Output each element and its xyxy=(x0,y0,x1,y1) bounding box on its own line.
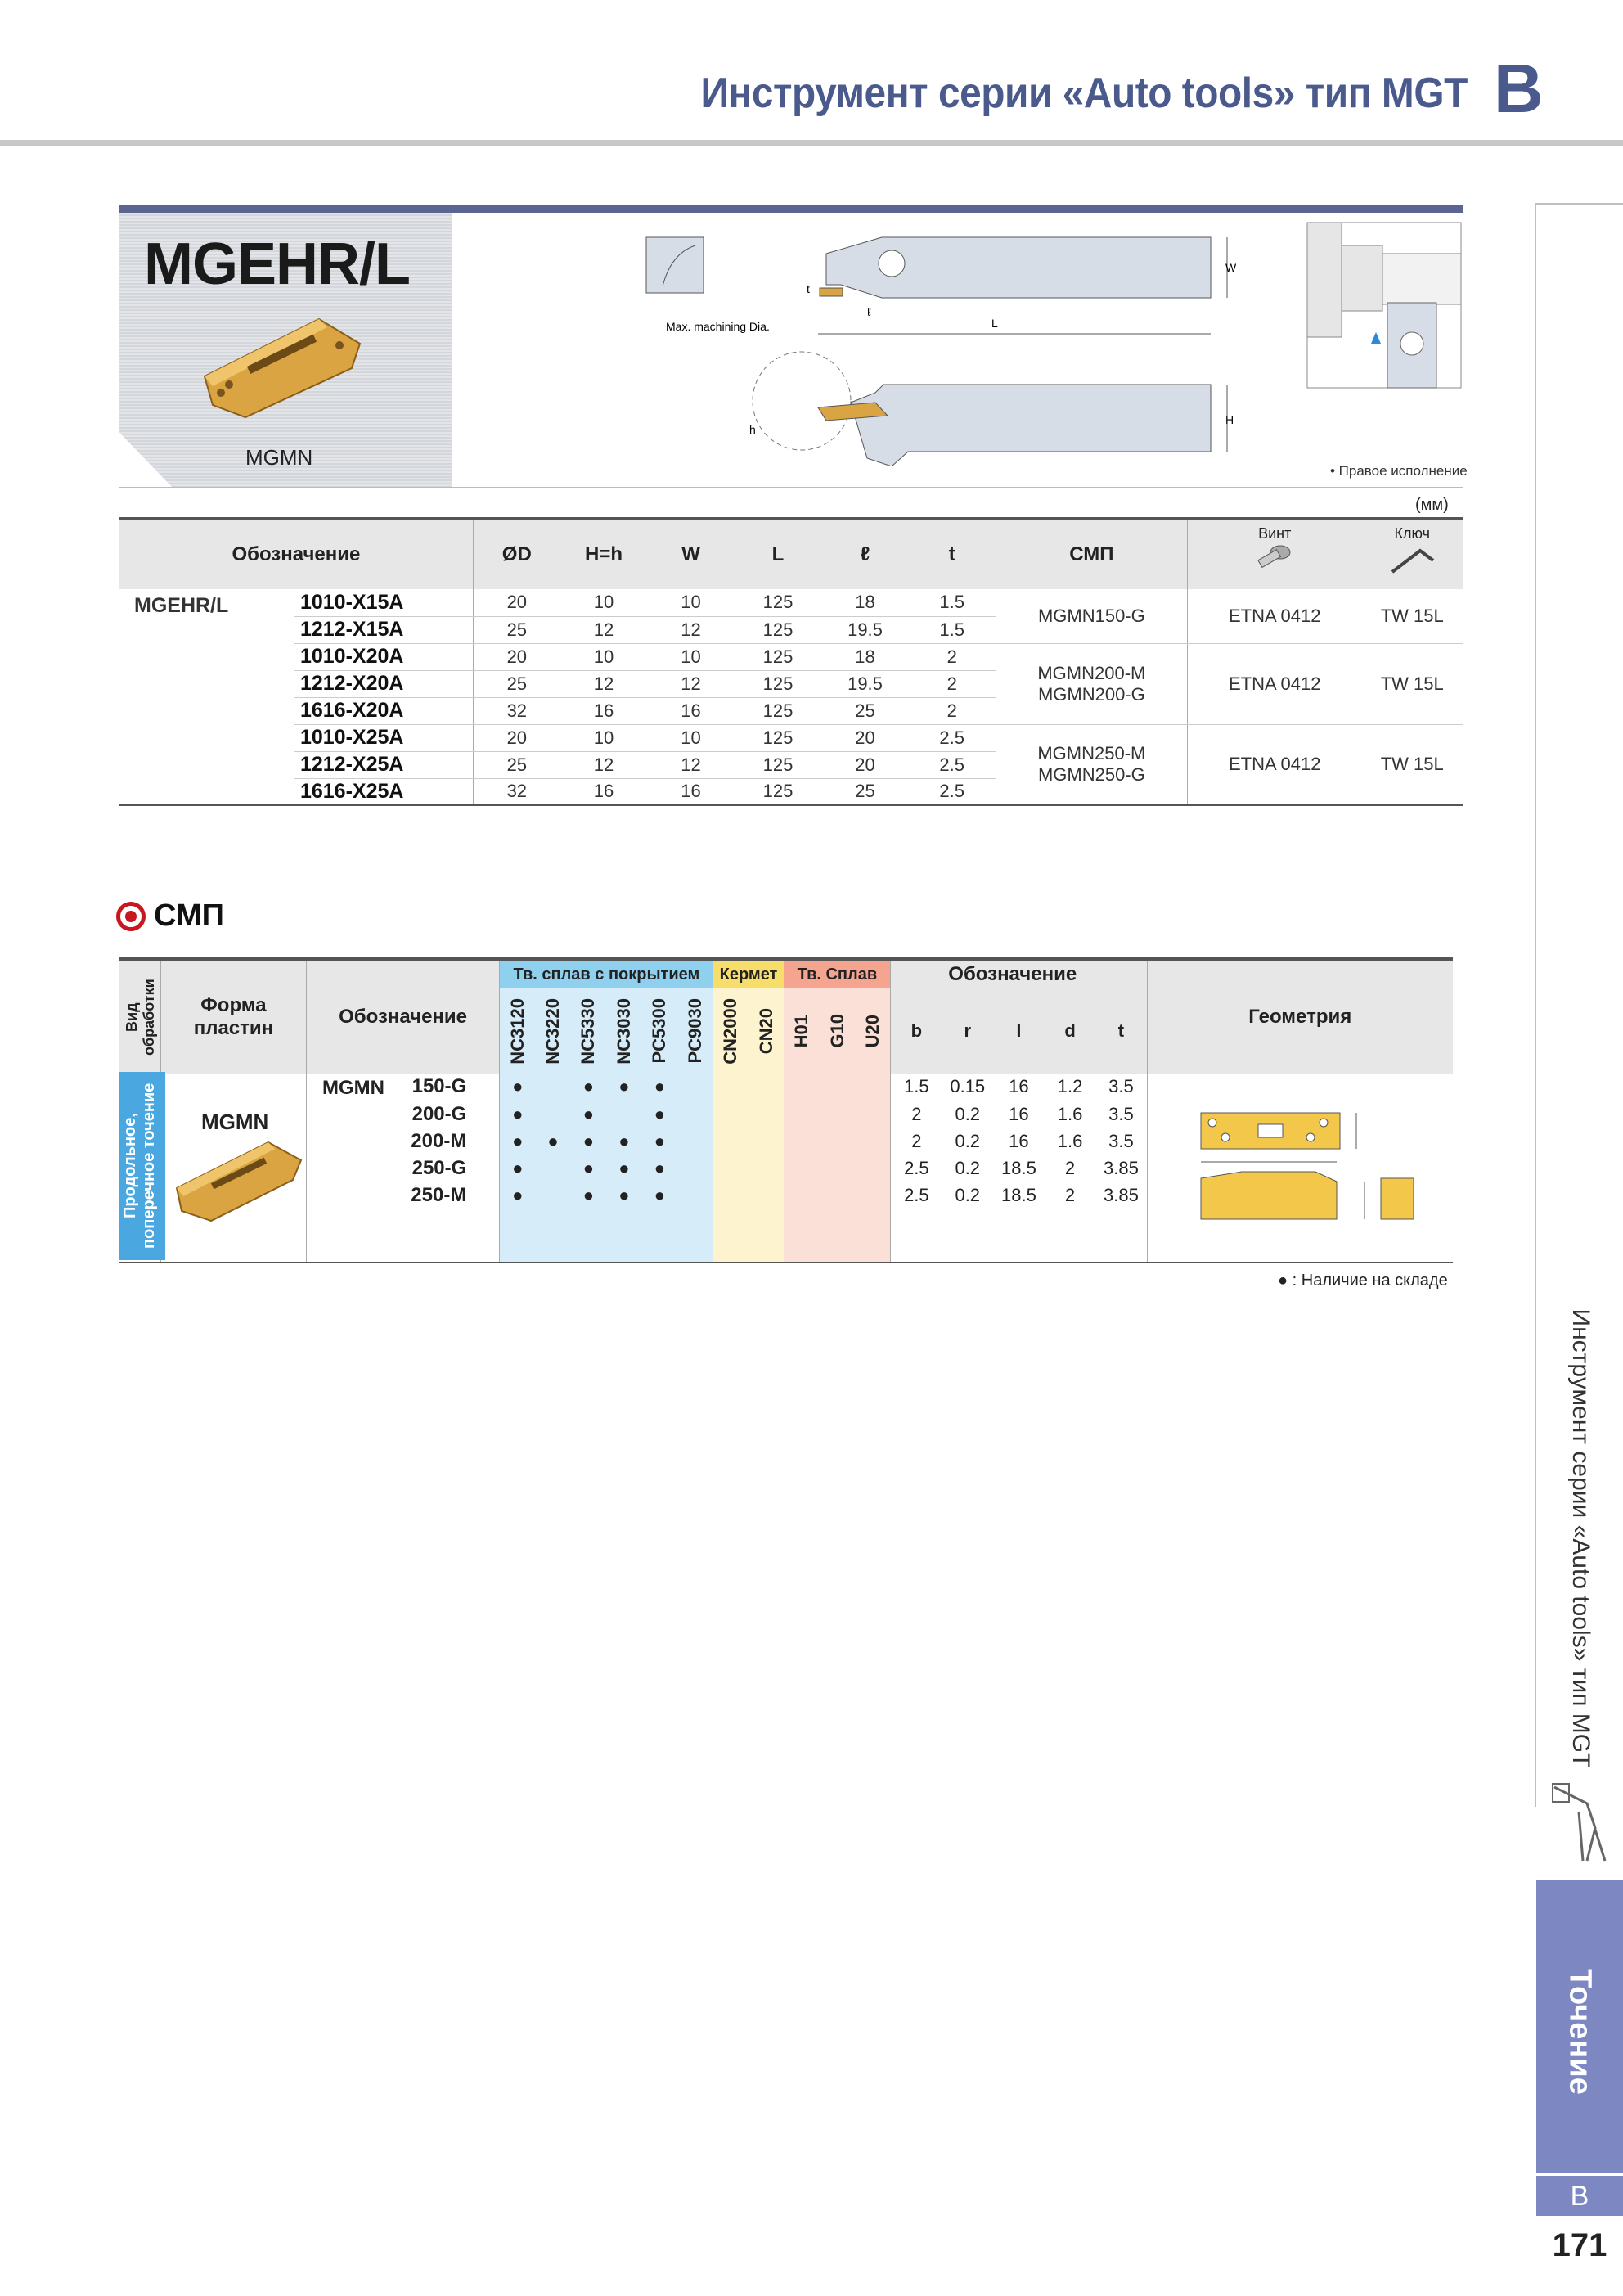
dim-cell-l: 16 xyxy=(993,1074,1045,1101)
stock-cell xyxy=(535,1128,570,1155)
insert-code: 250-G xyxy=(306,1155,499,1182)
dim-cell-d xyxy=(1045,1209,1096,1236)
holder-code: 1010-X20A xyxy=(294,643,473,670)
cell-W: 10 xyxy=(647,643,734,670)
stock-cell xyxy=(677,1182,713,1209)
col-insert: СМП xyxy=(996,519,1187,589)
stock-cell xyxy=(571,1128,606,1155)
stock-cell xyxy=(855,1209,890,1236)
stock-cell xyxy=(713,1209,749,1236)
dim-cell-l: 18.5 xyxy=(993,1155,1045,1182)
col-coated: Тв. сплав с покрытием xyxy=(500,959,713,988)
dim-cell-r: 0.2 xyxy=(942,1182,993,1209)
grade-header xyxy=(784,988,819,1074)
stock-dot-icon: ● xyxy=(582,1130,595,1151)
right-hand-note: • Правое исполнение xyxy=(1330,463,1468,479)
stock-cell xyxy=(642,1128,677,1155)
page-header-title: Инструмент серии «Auto tools» тип MGT xyxy=(700,70,1468,117)
grade-header xyxy=(820,988,855,1074)
header-rule xyxy=(0,140,1623,146)
dim-l: ℓ xyxy=(867,305,871,318)
cell-t: 2 xyxy=(909,670,996,697)
stock-cell xyxy=(749,1236,784,1263)
cell-W: 12 xyxy=(647,670,734,697)
holder-code: 1010-X15A xyxy=(294,589,473,616)
stock-cell xyxy=(713,1101,749,1128)
col-screw xyxy=(1187,519,1361,589)
sidebar-vertical-title: Инструмент серии «Auto tools» тип MGT xyxy=(1567,1308,1594,1768)
stock-cell xyxy=(571,1101,606,1128)
cell-insert xyxy=(996,589,1187,643)
stock-cell xyxy=(535,1209,570,1236)
cell-Hh: 10 xyxy=(560,643,647,670)
cell-W: 12 xyxy=(647,751,734,778)
stock-cell xyxy=(642,1074,677,1101)
stock-dot-icon: ● xyxy=(512,1157,524,1178)
cell-l: 18 xyxy=(821,589,908,616)
col-designation: Обозначение xyxy=(306,959,499,1074)
stock-cell xyxy=(855,1236,890,1263)
dim-t: t xyxy=(807,282,810,295)
insert-code: 200-M xyxy=(306,1128,499,1155)
stock-cell xyxy=(642,1182,677,1209)
cell-Hh: 16 xyxy=(560,778,647,805)
stock-cell xyxy=(606,1236,641,1263)
grade-label: PC5300 xyxy=(649,998,670,1064)
stock-dot-icon: ● xyxy=(654,1157,665,1178)
cell-l: 18 xyxy=(821,643,908,670)
cell-D: 25 xyxy=(473,616,560,643)
stock-cell xyxy=(820,1074,855,1101)
stock-cell xyxy=(677,1155,713,1182)
stock-cell xyxy=(677,1128,713,1155)
stock-cell xyxy=(749,1101,784,1128)
cell-t: 2.5 xyxy=(909,778,996,805)
holder-table xyxy=(119,517,1463,806)
cell-insert xyxy=(996,724,1187,805)
dim-cell-r xyxy=(942,1209,993,1236)
stock-cell xyxy=(713,1236,749,1263)
grade-label: NC3030 xyxy=(613,997,634,1065)
cell-l: 25 xyxy=(821,697,908,724)
cell-Hh: 16 xyxy=(560,697,647,724)
stock-cell xyxy=(749,1128,784,1155)
cell-L: 125 xyxy=(735,643,821,670)
cell-l: 19.5 xyxy=(821,670,908,697)
stock-legend: ● : Наличие на складе xyxy=(1278,1272,1448,1290)
cell-Hh: 12 xyxy=(560,670,647,697)
cell-D: 32 xyxy=(473,697,560,724)
dim-cell-t: 3.5 xyxy=(1095,1128,1147,1155)
col-t: t xyxy=(909,519,996,589)
stock-dot-icon: ● xyxy=(512,1130,524,1151)
cell-D: 25 xyxy=(473,670,560,697)
insert-code: MGMN200-M xyxy=(1037,662,1146,683)
process-label-box xyxy=(119,1072,165,1260)
dim-cell-d: 1.6 xyxy=(1045,1101,1096,1128)
dim-h: h xyxy=(749,423,756,436)
stock-dot-icon: ● xyxy=(654,1130,665,1151)
stock-cell xyxy=(571,1155,606,1182)
turning-tool-icon xyxy=(1538,1779,1620,1869)
stock-cell xyxy=(535,1236,570,1263)
sidebar-top-rule xyxy=(1535,203,1623,205)
stock-cell xyxy=(820,1236,855,1263)
col-dims: Обозначение xyxy=(891,959,1147,988)
stock-cell xyxy=(571,1074,606,1101)
stock-cell xyxy=(749,1209,784,1236)
stock-cell xyxy=(749,1182,784,1209)
cell-key: TW 15L xyxy=(1361,643,1463,724)
stock-cell xyxy=(606,1128,641,1155)
dim-cell-b: 2 xyxy=(891,1101,942,1128)
cell-L: 125 xyxy=(735,778,821,805)
dim-cell-b: 1.5 xyxy=(891,1074,942,1101)
insert-code: MGMN250-M xyxy=(1037,743,1146,764)
units-label: (мм) xyxy=(1415,496,1449,514)
grade-header xyxy=(749,988,784,1074)
col-cermet: Кермет xyxy=(713,959,785,988)
col-carbide: Тв. Сплав xyxy=(784,959,890,988)
holder-code: 1616-X20A xyxy=(294,697,473,724)
stock-cell xyxy=(820,1209,855,1236)
insert-geometry-drawing xyxy=(1185,1096,1463,1244)
stock-cell xyxy=(642,1236,677,1263)
grade-label: G10 xyxy=(826,1014,847,1048)
stock-cell xyxy=(784,1101,819,1128)
stock-dot-icon: ● xyxy=(654,1076,665,1097)
stock-cell xyxy=(855,1101,890,1128)
dim-header-r: r xyxy=(942,988,993,1074)
cell-D: 20 xyxy=(473,643,560,670)
grade-label: U20 xyxy=(861,1014,883,1048)
dim-cell-b xyxy=(891,1236,942,1263)
dim-cell-l: 16 xyxy=(993,1101,1045,1128)
stock-cell xyxy=(677,1209,713,1236)
stock-cell xyxy=(713,1182,749,1209)
col-l: ℓ xyxy=(821,519,908,589)
dim-cell-t: 3.5 xyxy=(1095,1101,1147,1128)
stock-cell xyxy=(606,1209,641,1236)
cell-insert xyxy=(996,643,1187,724)
process-header: Вид обработки xyxy=(124,979,157,1056)
cell-screw: ETNA 0412 xyxy=(1187,589,1361,643)
col-L: L xyxy=(735,519,821,589)
cell-L: 125 xyxy=(735,670,821,697)
stock-cell xyxy=(677,1101,713,1128)
col-Hh: H=h xyxy=(560,519,647,589)
cell-Hh: 10 xyxy=(560,724,647,751)
cell-L: 125 xyxy=(735,697,821,724)
stock-cell xyxy=(535,1074,570,1101)
cell-W: 16 xyxy=(647,697,734,724)
insert-code: 250-M xyxy=(306,1182,499,1209)
dim-header-t: t xyxy=(1095,988,1147,1074)
dim-L: L xyxy=(991,317,998,330)
col-W: W xyxy=(647,519,734,589)
dim-cell-t: 3.5 xyxy=(1095,1074,1147,1101)
max-dia-label: Max. machining Dia. xyxy=(666,320,770,333)
stock-cell xyxy=(784,1128,819,1155)
stock-cell xyxy=(677,1236,713,1263)
stock-cell xyxy=(855,1128,890,1155)
cell-l: 25 xyxy=(821,778,908,805)
cell-L: 125 xyxy=(735,751,821,778)
grade-header xyxy=(535,988,570,1074)
stock-dot-icon: ● xyxy=(582,1184,595,1205)
col-designation: Обозначение xyxy=(119,519,473,589)
sidebar-letter: B xyxy=(1536,2173,1623,2216)
grade-label: CN2000 xyxy=(720,997,741,1065)
insert-section-label: СМП xyxy=(154,898,224,933)
stock-dot-icon: ● xyxy=(654,1184,665,1205)
stock-dot-icon: ● xyxy=(582,1076,595,1097)
stock-cell xyxy=(535,1182,570,1209)
cell-t: 2.5 xyxy=(909,751,996,778)
stock-cell xyxy=(571,1182,606,1209)
stock-cell xyxy=(855,1155,890,1182)
grade-header xyxy=(713,988,749,1074)
dim-cell-l xyxy=(993,1209,1045,1236)
stock-cell xyxy=(784,1074,819,1101)
cell-L: 125 xyxy=(735,724,821,751)
stock-cell xyxy=(677,1074,713,1101)
grade-label: PC9030 xyxy=(684,998,705,1064)
col-D: ØD xyxy=(473,519,560,589)
cell-D: 20 xyxy=(473,724,560,751)
stock-cell xyxy=(571,1236,606,1263)
insert-section-title xyxy=(116,898,224,934)
grade-header xyxy=(571,988,606,1074)
holder-drawing xyxy=(630,221,1252,466)
cell-key: TW 15L xyxy=(1361,724,1463,805)
stock-dot-icon: ● xyxy=(618,1130,630,1151)
insert-code xyxy=(306,1236,499,1263)
grade-header xyxy=(642,988,677,1074)
insert-code: MGMN150-G xyxy=(1037,605,1145,626)
cell-D: 25 xyxy=(473,751,560,778)
stock-cell xyxy=(642,1101,677,1128)
cell-l: 19.5 xyxy=(821,616,908,643)
dim-cell-b: 2 xyxy=(891,1128,942,1155)
cell-W: 16 xyxy=(647,778,734,805)
cell-Hh: 12 xyxy=(560,751,647,778)
stock-dot-icon: ● xyxy=(512,1103,524,1124)
cell-W: 12 xyxy=(647,616,734,643)
screw-label: Винт xyxy=(1258,525,1292,542)
cell-l: 20 xyxy=(821,724,908,751)
dim-cell-r: 0.2 xyxy=(942,1155,993,1182)
stock-cell xyxy=(749,1155,784,1182)
dim-cell-d: 1.6 xyxy=(1045,1128,1096,1155)
key-icon xyxy=(1387,542,1436,577)
grade-label: NC5330 xyxy=(578,997,599,1065)
dim-cell-b: 2.5 xyxy=(891,1182,942,1209)
stock-cell xyxy=(820,1128,855,1155)
dim-cell-r: 0.2 xyxy=(942,1101,993,1128)
stock-cell xyxy=(820,1155,855,1182)
stock-cell xyxy=(713,1155,749,1182)
stock-dot-icon: ● xyxy=(582,1103,595,1124)
stock-cell xyxy=(784,1209,819,1236)
dim-header-l: l xyxy=(993,988,1045,1074)
stock-cell xyxy=(855,1074,890,1101)
stock-cell xyxy=(571,1209,606,1236)
holder-code: 1010-X25A xyxy=(294,724,473,751)
stock-dot-icon: ● xyxy=(582,1157,595,1178)
dim-H: H xyxy=(1225,413,1234,426)
stock-cell xyxy=(642,1155,677,1182)
cell-key: TW 15L xyxy=(1361,589,1463,643)
page-number: 171 xyxy=(1552,2227,1607,2263)
stock-dot-icon: ● xyxy=(654,1103,665,1124)
stock-cell xyxy=(749,1074,784,1101)
stock-cell xyxy=(820,1182,855,1209)
stock-dot-icon: ● xyxy=(618,1076,630,1097)
dim-cell-b xyxy=(891,1209,942,1236)
stock-cell xyxy=(500,1182,535,1209)
cell-W: 10 xyxy=(647,724,734,751)
dim-cell-r xyxy=(942,1236,993,1263)
dim-cell-t: 3.85 xyxy=(1095,1182,1147,1209)
stock-cell xyxy=(500,1074,535,1101)
section-letter: B xyxy=(1494,50,1544,127)
cell-t: 2.5 xyxy=(909,724,996,751)
stock-cell xyxy=(784,1236,819,1263)
sidebar-category-tab[interactable]: Точение xyxy=(1536,1880,1623,2183)
dim-cell-t xyxy=(1095,1236,1147,1263)
dim-cell-l: 16 xyxy=(993,1128,1045,1155)
dim-header-d: d xyxy=(1045,988,1096,1074)
process-label: Продольное, поперечное точение xyxy=(121,1083,158,1249)
shape-label: MGMN xyxy=(201,1110,269,1134)
dim-cell-d: 2 xyxy=(1045,1155,1096,1182)
dim-cell-d: 1.2 xyxy=(1045,1074,1096,1101)
stock-dot-icon: ● xyxy=(618,1184,630,1205)
dim-header-b: b xyxy=(891,988,942,1074)
stock-dot-icon: ● xyxy=(618,1157,630,1178)
insert-shape-image xyxy=(170,1134,306,1226)
stock-cell xyxy=(606,1182,641,1209)
dim-cell-d xyxy=(1045,1236,1096,1263)
stock-cell xyxy=(500,1236,535,1263)
stock-cell xyxy=(784,1155,819,1182)
stock-cell xyxy=(855,1182,890,1209)
stock-cell xyxy=(535,1155,570,1182)
stock-cell xyxy=(535,1101,570,1128)
stock-dot-icon: ● xyxy=(547,1130,559,1151)
designation-prefix: MGMN xyxy=(322,1077,384,1099)
col-geometry: Геометрия xyxy=(1147,959,1453,1074)
target-icon xyxy=(116,902,146,931)
dim-cell-d: 2 xyxy=(1045,1182,1096,1209)
grade-header xyxy=(677,988,713,1074)
stock-dot-icon: ● xyxy=(512,1076,524,1097)
dim-cell-l: 18.5 xyxy=(993,1182,1045,1209)
stock-cell xyxy=(606,1074,641,1101)
stock-cell xyxy=(606,1155,641,1182)
series-label: MGEHR/L xyxy=(119,589,294,805)
dim-cell-l xyxy=(993,1236,1045,1263)
grade-header xyxy=(855,988,890,1074)
stock-cell xyxy=(784,1182,819,1209)
cell-l: 20 xyxy=(821,751,908,778)
cell-t: 2 xyxy=(909,643,996,670)
col-process xyxy=(119,959,161,1074)
col-key xyxy=(1361,519,1463,589)
key-label: Ключ xyxy=(1394,525,1430,542)
screw-icon xyxy=(1254,542,1295,577)
stock-cell xyxy=(500,1128,535,1155)
holder-code: 1616-X25A xyxy=(294,778,473,805)
grade-label: NC3220 xyxy=(542,997,563,1065)
insert-code: 150-G xyxy=(306,1074,499,1101)
grade-label: CN20 xyxy=(755,1007,776,1055)
dim-cell-t xyxy=(1095,1209,1147,1236)
holder-code: 1212-X20A xyxy=(294,670,473,697)
cell-L: 125 xyxy=(735,616,821,643)
dim-cell-b: 2.5 xyxy=(891,1155,942,1182)
grade-label: H01 xyxy=(791,1014,812,1048)
grade-header xyxy=(500,988,535,1074)
stock-cell xyxy=(642,1209,677,1236)
insert-image xyxy=(196,311,368,425)
stock-cell xyxy=(500,1101,535,1128)
cell-t: 1.5 xyxy=(909,616,996,643)
holder-code: 1212-X25A xyxy=(294,751,473,778)
insert-code: MGMN200-G xyxy=(1037,683,1145,705)
holder-code: 1212-X15A xyxy=(294,616,473,643)
grade-label: NC3120 xyxy=(506,997,528,1065)
cell-Hh: 10 xyxy=(560,589,647,616)
cell-L: 125 xyxy=(735,589,821,616)
insert-code: 200-G xyxy=(306,1101,499,1128)
cell-D: 32 xyxy=(473,778,560,805)
stock-cell xyxy=(500,1155,535,1182)
stock-cell xyxy=(820,1101,855,1128)
stock-dot-icon: ● xyxy=(512,1184,524,1205)
cell-t: 2 xyxy=(909,697,996,724)
insert-code: MGMN250-G xyxy=(1037,764,1145,786)
product-divider xyxy=(119,487,1463,488)
cell-t: 1.5 xyxy=(909,589,996,616)
cell-Hh: 12 xyxy=(560,616,647,643)
setup-drawing xyxy=(1306,221,1463,389)
dim-cell-r: 0.15 xyxy=(942,1074,993,1101)
cell-screw: ETNA 0412 xyxy=(1187,643,1361,724)
dim-cell-t: 3.85 xyxy=(1095,1155,1147,1182)
grade-header xyxy=(606,988,641,1074)
stock-cell xyxy=(606,1101,641,1128)
col-shape: Форма пластин xyxy=(161,959,307,1074)
dim-cell-r: 0.2 xyxy=(942,1128,993,1155)
dim-W: W xyxy=(1225,261,1237,274)
cell-W: 10 xyxy=(647,589,734,616)
product-name: MGEHR/L xyxy=(144,232,410,297)
product-top-bar xyxy=(119,205,1463,213)
sidebar-rule xyxy=(1535,203,1536,1807)
stock-cell xyxy=(713,1074,749,1101)
insert-code xyxy=(306,1209,499,1236)
insert-label: MGMN xyxy=(245,445,313,470)
stock-cell xyxy=(713,1128,749,1155)
cell-D: 20 xyxy=(473,589,560,616)
cell-screw: ETNA 0412 xyxy=(1187,724,1361,805)
stock-cell xyxy=(500,1209,535,1236)
